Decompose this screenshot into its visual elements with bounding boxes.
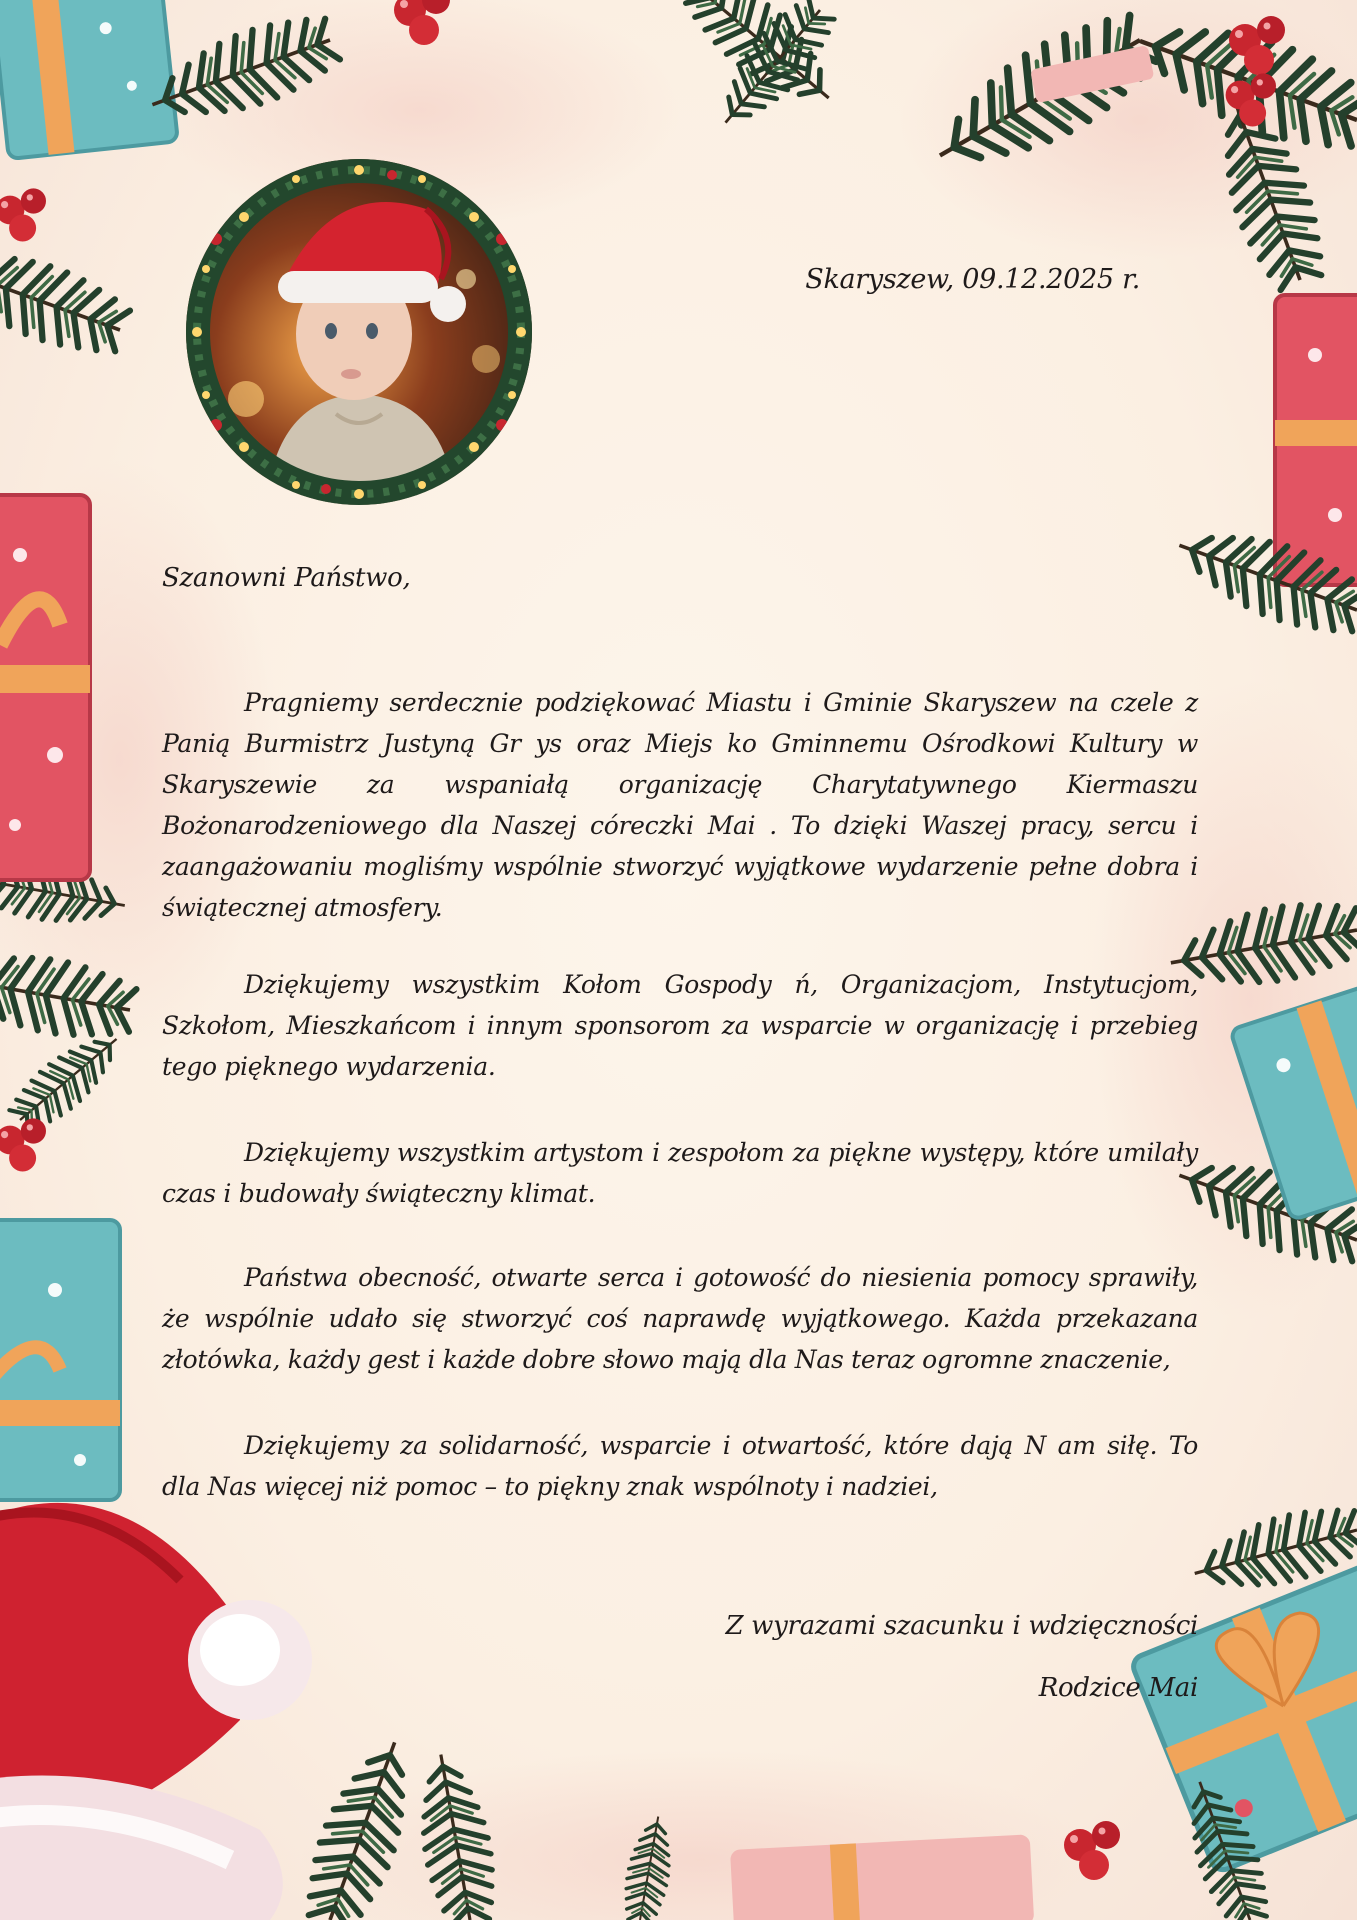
- letter-paragraph: [162, 964, 1198, 1087]
- paragraph-text: Dziękujemy wszystkim artystom i zespołom za piękne występy, które umilały czas i budowały świąteczny klimat.: [162, 1138, 1198, 1208]
- letter-closing: Z wyrazami szacunku i wdzięczności: [725, 1611, 1198, 1641]
- paragraph-text: Państwa obecność, otwarte serca i gotowość do niesienia pomocy sprawiły, że wspólnie udało się stworzyć coś naprawdę wyjątkowego. Każda przekazana złotówka, każdy gest i każde dobre słowo mają dla Nas teraz ogromne znaczenie,: [162, 1263, 1198, 1374]
- paragraph-text: Pragniemy serdecznie podziękować Miastu i Gminie Skaryszew na czele z Panią Burmistrz Justyną Gr ys oraz Miejs ko Gminnemu Ośrodkowi Kultury w Skaryszewie za wspaniałą organizację Charytatywnego Kiermaszu Bożonarodzeniowego dla Naszej córeczki Mai . To dzięki Waszej pracy, sercu i zaangażowaniu mogliśmy wspólnie stworzyć wyjątkowe wydarzenie pełne dobra i świątecznej atmosfery.: [162, 688, 1198, 922]
- baby-photo: [186, 159, 532, 505]
- letter-paragraph: [162, 1257, 1198, 1380]
- baby-in-santa-hat-image: [186, 159, 532, 505]
- paragraph-text: Dziękujemy wszystkim Kołom Gospody ń, Organizacjom, Instytucjom, Szkołom, Mieszkańcom i innym sponsorom za wsparcie w organizację i przebieg tego pięknego wydarzenia.: [162, 970, 1198, 1081]
- letter-paragraph: [162, 682, 1198, 928]
- letter-date: Skaryszew, 09.12.2025 r.: [805, 264, 1140, 295]
- letter-paragraph: [162, 1132, 1198, 1214]
- letter-paragraph: [162, 1425, 1198, 1507]
- santa-hat-illustration: [0, 1503, 312, 1920]
- letter-signature: Rodzice Mai: [1038, 1673, 1198, 1703]
- letter-greeting: Szanowni Państwo,: [162, 563, 411, 593]
- paragraph-text: Dziękujemy za solidarność, wsparcie i otwartość, które dają N am siłę. To dla Nas więcej niż pomoc – to piękny znak wspólnoty i nadziei,: [162, 1431, 1198, 1501]
